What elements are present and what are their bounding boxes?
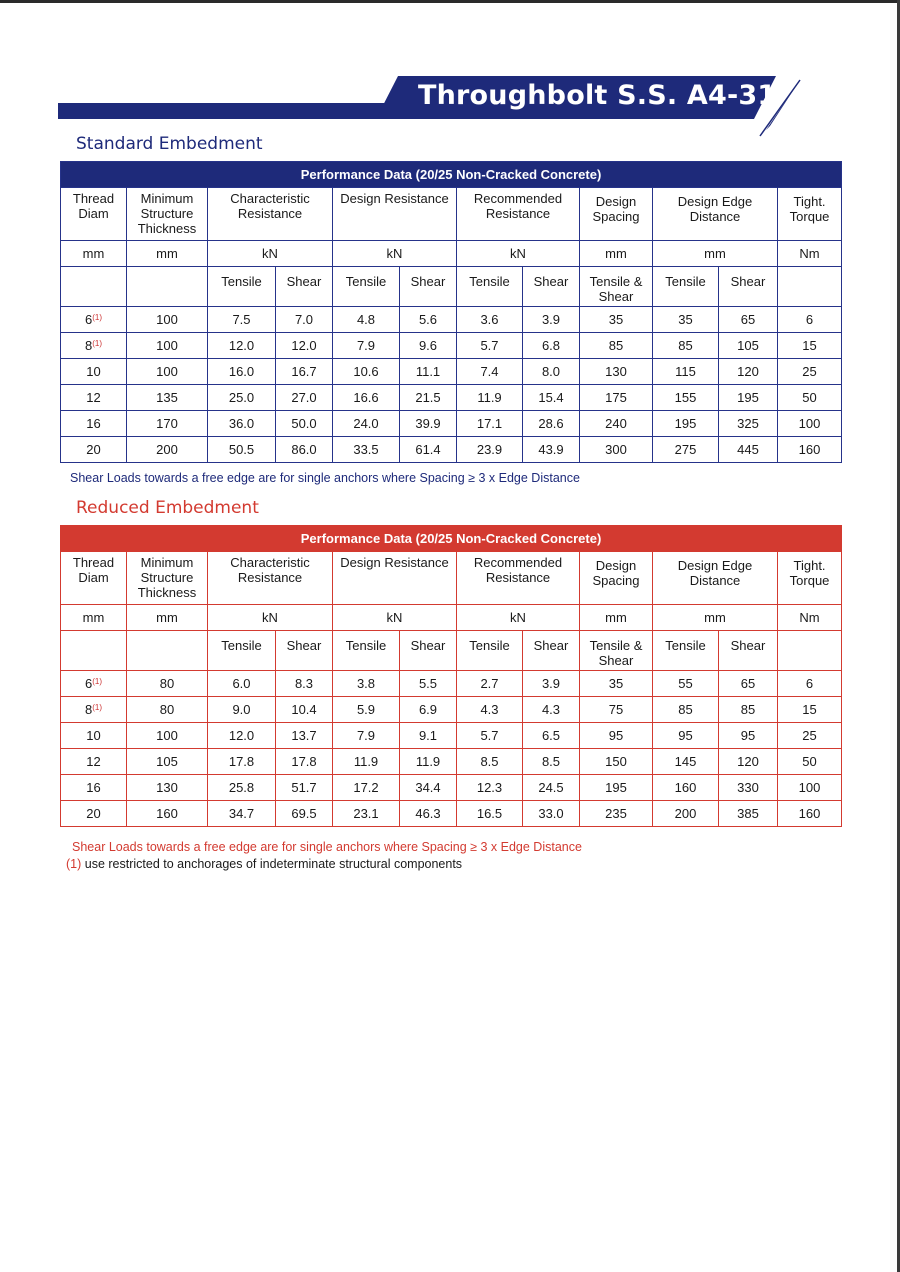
table-cell: 160 bbox=[778, 801, 842, 827]
table-cell: 9.0 bbox=[208, 697, 276, 723]
table-cell: 33.5 bbox=[333, 437, 400, 463]
table-cell: 200 bbox=[653, 801, 719, 827]
sub-header-cell: Tensile bbox=[333, 267, 400, 307]
table-cell: 6 bbox=[778, 307, 842, 333]
table-cell: 85 bbox=[580, 333, 653, 359]
sub-header-cell bbox=[127, 267, 208, 307]
sub-header-cell bbox=[127, 631, 208, 671]
sub-header-cell: Tensile bbox=[208, 631, 276, 671]
table-cell: 17.8 bbox=[276, 749, 333, 775]
thread-diam-cell: 16 bbox=[61, 411, 127, 437]
table-row bbox=[61, 749, 842, 775]
footnote-number: (1) bbox=[66, 857, 82, 871]
footnote bbox=[66, 857, 462, 871]
table-cell: 235 bbox=[580, 801, 653, 827]
table-cell: 120 bbox=[719, 359, 778, 385]
table-cell: 300 bbox=[580, 437, 653, 463]
table-cell: 9.6 bbox=[400, 333, 457, 359]
table-cell: 35 bbox=[580, 307, 653, 333]
table-cell: 3.8 bbox=[333, 671, 400, 697]
table-cell: 130 bbox=[127, 775, 208, 801]
table-cell: 7.0 bbox=[276, 307, 333, 333]
sub-header-cell: Tensile bbox=[457, 267, 523, 307]
col-torque: Tight. Torque bbox=[778, 552, 842, 605]
table-cell: 86.0 bbox=[276, 437, 333, 463]
unit-cell: kN bbox=[457, 605, 580, 631]
sub-header-cell: Tensile bbox=[653, 631, 719, 671]
table-cell: 34.4 bbox=[400, 775, 457, 801]
unit-cell: kN bbox=[333, 605, 457, 631]
table-cell: 85 bbox=[653, 697, 719, 723]
table-cell: 5.7 bbox=[457, 333, 523, 359]
table-cell: 24.0 bbox=[333, 411, 400, 437]
standard-performance-table bbox=[60, 161, 842, 463]
table-cell: 160 bbox=[653, 775, 719, 801]
reduced-table-body bbox=[61, 671, 842, 827]
table-cell: 325 bbox=[719, 411, 778, 437]
sub-header-cell: Shear bbox=[276, 267, 333, 307]
thread-diam-cell: 12 bbox=[61, 749, 127, 775]
table-cell: 95 bbox=[719, 723, 778, 749]
table-cell: 115 bbox=[653, 359, 719, 385]
table-cell: 3.9 bbox=[523, 307, 580, 333]
unit-cell: mm bbox=[653, 605, 778, 631]
unit-cell: Nm bbox=[778, 241, 842, 267]
standard-shear-note: Shear Loads towards a free edge are for single anchors where Spacing ≥ 3 x Edge Distance bbox=[70, 471, 580, 485]
table-row bbox=[61, 359, 842, 385]
sub-header-cell bbox=[61, 631, 127, 671]
table-cell: 105 bbox=[719, 333, 778, 359]
col-thread-diam: Thread Diam bbox=[61, 188, 127, 241]
table-cell: 135 bbox=[127, 385, 208, 411]
table-cell: 5.7 bbox=[457, 723, 523, 749]
sub-header-cell bbox=[61, 267, 127, 307]
unit-cell: mm bbox=[61, 241, 127, 267]
unit-cell: mm bbox=[580, 605, 653, 631]
table-cell: 39.9 bbox=[400, 411, 457, 437]
table-cell: 17.8 bbox=[208, 749, 276, 775]
table-cell: 15 bbox=[778, 333, 842, 359]
table-cell: 24.5 bbox=[523, 775, 580, 801]
table-cell: 95 bbox=[580, 723, 653, 749]
table-cell: 330 bbox=[719, 775, 778, 801]
sub-header-cell bbox=[778, 267, 842, 307]
col-design-resistance: Design Resistance bbox=[333, 188, 457, 241]
table-cell: 4.8 bbox=[333, 307, 400, 333]
table-cell: 75 bbox=[580, 697, 653, 723]
table-row bbox=[61, 775, 842, 801]
table-cell: 16.6 bbox=[333, 385, 400, 411]
table-cell: 8.5 bbox=[523, 749, 580, 775]
sub-header-cell: Shear bbox=[400, 267, 457, 307]
unit-cell: mm bbox=[127, 605, 208, 631]
table-cell: 23.1 bbox=[333, 801, 400, 827]
table-cell: 5.6 bbox=[400, 307, 457, 333]
unit-cell: mm bbox=[653, 241, 778, 267]
table-cell: 35 bbox=[580, 671, 653, 697]
table-cell: 155 bbox=[653, 385, 719, 411]
table-cell: 105 bbox=[127, 749, 208, 775]
table-cell: 10.4 bbox=[276, 697, 333, 723]
sub-header-cell: Tensile bbox=[457, 631, 523, 671]
sub-header-cell: Shear bbox=[719, 267, 778, 307]
col-design-resistance: Design Resistance bbox=[333, 552, 457, 605]
reduced-embedment-title: Reduced Embedment bbox=[76, 498, 259, 518]
table-cell: 85 bbox=[719, 697, 778, 723]
table-cell: 15.4 bbox=[523, 385, 580, 411]
table-cell: 12.3 bbox=[457, 775, 523, 801]
table-cell: 33.0 bbox=[523, 801, 580, 827]
table-cell: 11.9 bbox=[400, 749, 457, 775]
sub-header-cell: Tensile & Shear bbox=[580, 631, 653, 671]
sub-header-cell: Tensile bbox=[653, 267, 719, 307]
sub-header-cell: Shear bbox=[276, 631, 333, 671]
footnote-marker: (1) bbox=[92, 313, 102, 322]
table-row bbox=[61, 385, 842, 411]
table-cell: 9.1 bbox=[400, 723, 457, 749]
table-cell: 275 bbox=[653, 437, 719, 463]
table-cell: 7.9 bbox=[333, 723, 400, 749]
table-cell: 160 bbox=[127, 801, 208, 827]
table-cell: 445 bbox=[719, 437, 778, 463]
table-cell: 36.0 bbox=[208, 411, 276, 437]
table-cell: 12.0 bbox=[276, 333, 333, 359]
footnote-marker: (1) bbox=[92, 703, 102, 712]
table-cell: 8.5 bbox=[457, 749, 523, 775]
reduced-shear-note: Shear Loads towards a free edge are for single anchors where Spacing ≥ 3 x Edge Distance bbox=[72, 840, 582, 854]
table-cell: 69.5 bbox=[276, 801, 333, 827]
col-design-spacing: Design Spacing bbox=[580, 552, 653, 605]
table-cell: 100 bbox=[127, 359, 208, 385]
table-cell: 11.9 bbox=[457, 385, 523, 411]
table-cell: 50 bbox=[778, 385, 842, 411]
thread-diam-cell: 16 bbox=[61, 775, 127, 801]
thread-diam-cell: 8$^{(1)}$ bbox=[61, 333, 127, 359]
table-cell: 5.9 bbox=[333, 697, 400, 723]
thread-diam-cell: 20 bbox=[61, 437, 127, 463]
col-char-resistance: Characteristic Resistance bbox=[208, 552, 333, 605]
table-cell: 21.5 bbox=[400, 385, 457, 411]
table-cell: 150 bbox=[580, 749, 653, 775]
table-cell: 95 bbox=[653, 723, 719, 749]
table-cell: 15 bbox=[778, 697, 842, 723]
table-cell: 10.6 bbox=[333, 359, 400, 385]
table-cell: 100 bbox=[127, 333, 208, 359]
table-cell: 12.0 bbox=[208, 333, 276, 359]
table-cell: 80 bbox=[127, 697, 208, 723]
table-cell: 100 bbox=[778, 775, 842, 801]
table-cell: 100 bbox=[127, 723, 208, 749]
table-cell: 50 bbox=[778, 749, 842, 775]
unit-cell: kN bbox=[208, 605, 333, 631]
table-cell: 160 bbox=[778, 437, 842, 463]
table-cell: 4.3 bbox=[523, 697, 580, 723]
sub-header-cell: Shear bbox=[719, 631, 778, 671]
table-cell: 3.9 bbox=[523, 671, 580, 697]
table-cell: 43.9 bbox=[523, 437, 580, 463]
table-cell: 16.5 bbox=[457, 801, 523, 827]
table-row bbox=[61, 671, 842, 697]
col-torque: Tight. Torque bbox=[778, 188, 842, 241]
pen-stroke-icon bbox=[756, 78, 806, 138]
thread-diam-cell: 6$^{(1)}$ bbox=[61, 307, 127, 333]
col-min-thickness: Minimum Structure Thickness bbox=[127, 188, 208, 241]
col-thread-diam: Thread Diam bbox=[61, 552, 127, 605]
table-cell: 8.3 bbox=[276, 671, 333, 697]
col-min-thickness: Minimum Structure Thickness bbox=[127, 552, 208, 605]
table-cell: 130 bbox=[580, 359, 653, 385]
table-cell: 6.8 bbox=[523, 333, 580, 359]
table-row bbox=[61, 307, 842, 333]
sub-header-cell: Tensile bbox=[208, 267, 276, 307]
col-design-spacing: Design Spacing bbox=[580, 188, 653, 241]
sub-header-cell: Shear bbox=[523, 631, 580, 671]
table-cell: 25.8 bbox=[208, 775, 276, 801]
table-cell: 50.5 bbox=[208, 437, 276, 463]
table-row bbox=[61, 437, 842, 463]
table-cell: 195 bbox=[580, 775, 653, 801]
standard-table-body bbox=[61, 307, 842, 463]
table-cell: 35 bbox=[653, 307, 719, 333]
unit-cell: kN bbox=[208, 241, 333, 267]
table-cell: 2.7 bbox=[457, 671, 523, 697]
table-cell: 50.0 bbox=[276, 411, 333, 437]
table-cell: 200 bbox=[127, 437, 208, 463]
table-cell: 13.7 bbox=[276, 723, 333, 749]
table-cell: 55 bbox=[653, 671, 719, 697]
table-cell: 7.4 bbox=[457, 359, 523, 385]
sub-header-cell: Tensile bbox=[333, 631, 400, 671]
table-cell: 195 bbox=[719, 385, 778, 411]
table-cell: 120 bbox=[719, 749, 778, 775]
col-recommended-resistance: Recommended Resistance bbox=[457, 188, 580, 241]
col-char-resistance: Characteristic Resistance bbox=[208, 188, 333, 241]
table-cell: 17.1 bbox=[457, 411, 523, 437]
footnote-text: use restricted to anchorages of indeterminate structural components bbox=[84, 857, 463, 871]
reduced-performance-table bbox=[60, 525, 842, 827]
table-cell: 25 bbox=[778, 723, 842, 749]
table-cell: 7.5 bbox=[208, 307, 276, 333]
thread-diam-cell: 6$^{(1)}$ bbox=[61, 671, 127, 697]
table-row bbox=[61, 801, 842, 827]
table-cell: 240 bbox=[580, 411, 653, 437]
thread-diam-cell: 20 bbox=[61, 801, 127, 827]
thread-diam-cell: 12 bbox=[61, 385, 127, 411]
table-cell: 11.1 bbox=[400, 359, 457, 385]
unit-cell: mm bbox=[127, 241, 208, 267]
table-cell: 170 bbox=[127, 411, 208, 437]
footnote-marker: (1) bbox=[92, 339, 102, 348]
table-cell: 51.7 bbox=[276, 775, 333, 801]
table-band-title: Performance Data (20/25 Non-Cracked Concrete) bbox=[61, 162, 842, 188]
table-cell: 85 bbox=[653, 333, 719, 359]
table-cell: 16.0 bbox=[208, 359, 276, 385]
unit-cell: mm bbox=[61, 605, 127, 631]
thread-diam-cell: 10 bbox=[61, 359, 127, 385]
table-cell: 100 bbox=[127, 307, 208, 333]
table-cell: 16.7 bbox=[276, 359, 333, 385]
sub-header-cell: Tensile & Shear bbox=[580, 267, 653, 307]
table-cell: 6.9 bbox=[400, 697, 457, 723]
thread-diam-cell: 10 bbox=[61, 723, 127, 749]
sub-header-cell: Shear bbox=[400, 631, 457, 671]
table-row bbox=[61, 411, 842, 437]
thread-diam-cell: 8$^{(1)}$ bbox=[61, 697, 127, 723]
table-cell: 11.9 bbox=[333, 749, 400, 775]
table-cell: 5.5 bbox=[400, 671, 457, 697]
table-cell: 61.4 bbox=[400, 437, 457, 463]
scan-edge-top bbox=[0, 0, 900, 3]
table-cell: 100 bbox=[778, 411, 842, 437]
table-cell: 46.3 bbox=[400, 801, 457, 827]
table-row bbox=[61, 333, 842, 359]
table-cell: 8.0 bbox=[523, 359, 580, 385]
table-cell: 65 bbox=[719, 671, 778, 697]
table-cell: 12.0 bbox=[208, 723, 276, 749]
footnote-marker: (1) bbox=[92, 677, 102, 686]
table-cell: 6 bbox=[778, 671, 842, 697]
table-band-title: Performance Data (20/25 Non-Cracked Concrete) bbox=[61, 526, 842, 552]
unit-cell: kN bbox=[457, 241, 580, 267]
table-cell: 6.5 bbox=[523, 723, 580, 749]
table-cell: 3.6 bbox=[457, 307, 523, 333]
table-cell: 6.0 bbox=[208, 671, 276, 697]
table-cell: 28.6 bbox=[523, 411, 580, 437]
table-cell: 195 bbox=[653, 411, 719, 437]
table-cell: 17.2 bbox=[333, 775, 400, 801]
col-design-edge: Design Edge Distance bbox=[653, 188, 778, 241]
table-row bbox=[61, 723, 842, 749]
standard-embedment-title: Standard Embedment bbox=[76, 134, 263, 154]
table-row bbox=[61, 697, 842, 723]
page-title: Throughbolt S.S. A4-316 bbox=[418, 80, 796, 111]
table-cell: 27.0 bbox=[276, 385, 333, 411]
unit-cell: kN bbox=[333, 241, 457, 267]
table-cell: 25 bbox=[778, 359, 842, 385]
table-cell: 25.0 bbox=[208, 385, 276, 411]
unit-cell: mm bbox=[580, 241, 653, 267]
header-bar bbox=[58, 103, 398, 119]
sub-header-cell: Shear bbox=[523, 267, 580, 307]
table-cell: 34.7 bbox=[208, 801, 276, 827]
unit-cell: Nm bbox=[778, 605, 842, 631]
col-recommended-resistance: Recommended Resistance bbox=[457, 552, 580, 605]
table-cell: 145 bbox=[653, 749, 719, 775]
table-cell: 7.9 bbox=[333, 333, 400, 359]
table-cell: 4.3 bbox=[457, 697, 523, 723]
table-cell: 175 bbox=[580, 385, 653, 411]
sub-header-cell bbox=[778, 631, 842, 671]
table-cell: 23.9 bbox=[457, 437, 523, 463]
table-cell: 65 bbox=[719, 307, 778, 333]
table-cell: 385 bbox=[719, 801, 778, 827]
col-design-edge: Design Edge Distance bbox=[653, 552, 778, 605]
table-cell: 80 bbox=[127, 671, 208, 697]
